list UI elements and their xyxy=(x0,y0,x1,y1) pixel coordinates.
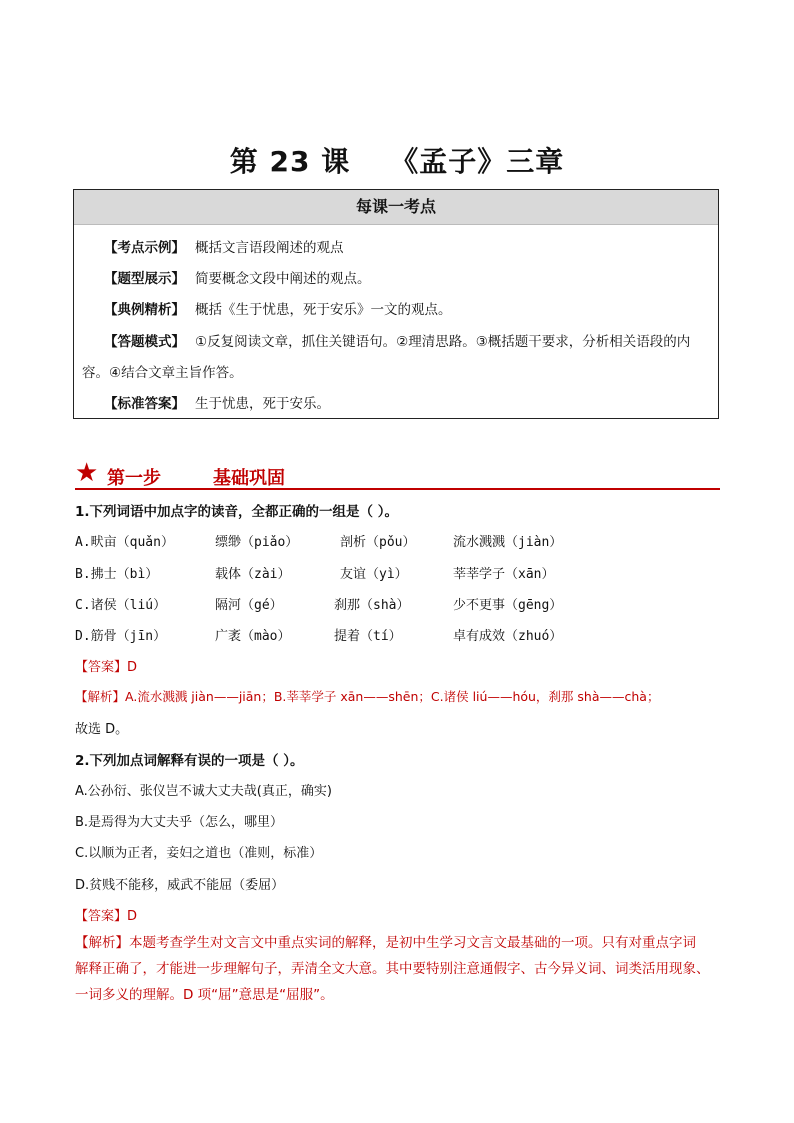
q1-option-a4: 流水溅溅（jiàn） xyxy=(453,535,563,550)
star-icon: ★ xyxy=(75,458,99,488)
q1-stem: 1.下列词语中加点字的读音，全都正确的一组是（ ）。 xyxy=(75,504,398,520)
q1-answer: 【答案】D xyxy=(75,660,138,675)
q1-option-b2: 载体（zài） xyxy=(215,567,291,582)
step-label: 第一步 xyxy=(107,468,161,489)
q1-option-d1: D.筋骨（jīn） xyxy=(75,629,167,644)
q2-stem: 2.下列加点词解释有误的一项是（ ）。 xyxy=(75,753,304,769)
q2-analysis-l2: 解释正确了，才能进一步理解句子，弄清全文大意。其中要特别注意通假字、古今异义词、词类活用现象、 xyxy=(75,961,710,977)
q1-option-c2: 隔河（gé） xyxy=(215,598,283,613)
q1-analysis xyxy=(75,687,659,705)
q1-option-c4: 少不更事（gēng） xyxy=(453,598,563,613)
q1-analysis-text: A.流水溅溅 jiàn——jiān；B.莘莘学子 xān——shēn；C.诸侯 liú——hóu，刹那 shà——chà； xyxy=(125,689,660,704)
key-point-row-answer: 【标准答案】 生于忧患，死于安乐。 xyxy=(104,396,330,412)
step-title: 基础巩固 xyxy=(213,468,285,489)
q1-option-b3: 友谊（yì） xyxy=(340,567,408,582)
lesson-name: 《孟子》三章 xyxy=(390,145,565,178)
q2-analysis xyxy=(75,930,720,1008)
q2-analysis-l3: 一词多义的理解。D 项“屈”意思是“屈服”。 xyxy=(75,987,334,1003)
q1-option-d3: 提着（tí） xyxy=(334,629,402,644)
q1-option-b1: B.拂士（bì） xyxy=(75,567,159,582)
q2-analysis-label: 【解析】 xyxy=(75,935,129,951)
key-point-box xyxy=(73,189,719,419)
lesson-number: 第 23 课 xyxy=(229,145,351,178)
key-point-row-analysis: 【典例精析】 概括《生于忧患，死于安乐》一文的观点。 xyxy=(104,302,452,318)
q2-option-a: A.公孙衍、张仪岂不诚大丈夫哉(真正，确实) xyxy=(75,784,332,799)
q2-option-b: B.是焉得为大丈夫乎（怎么，哪里） xyxy=(75,815,284,830)
q1-analysis-label: 【解析】 xyxy=(75,689,126,704)
key-point-row-type: 【题型展示】 简要概念文段中阐述的观点。 xyxy=(104,271,371,287)
q2-option-c: C.以顺为正者，妾妇之道也（准则，标准） xyxy=(75,846,323,861)
q2-answer: 【答案】D xyxy=(75,909,138,924)
q1-option-b4: 莘莘学子（xān） xyxy=(453,567,555,582)
step-one-header xyxy=(75,460,720,490)
page-title xyxy=(0,140,794,180)
q1-option-a2: 缥缈（piǎo） xyxy=(215,535,299,550)
q1-option-d4: 卓有成效（zhuó） xyxy=(453,629,563,644)
key-point-row-mode: 【答题模式】 ①反复阅读文章，抓住关键语句。②理清思路。③概括题干要求，分析相关语段的内 xyxy=(104,334,691,350)
q1-option-c1: C.诸侯（liú） xyxy=(75,598,167,613)
key-point-heading: 每课一考点 xyxy=(74,190,718,225)
q2-option-d: D.贫贱不能移，威武不能屈（委屈） xyxy=(75,878,285,893)
q1-option-a1: A.畎亩（quǎn） xyxy=(75,535,174,550)
key-point-row-example: 【考点示例】 概括文言语段阐述的观点 xyxy=(104,240,344,256)
key-point-row-mode-cont: 容。④结合文章主旨作答。 xyxy=(82,365,243,381)
q1-option-a3: 剖析（pǒu） xyxy=(340,535,416,550)
q1-analysis-cont: 故选 D。 xyxy=(75,722,129,737)
q1-option-c3: 刹那（shà） xyxy=(334,598,410,613)
q2-analysis-l1: 本题考查学生对文言文中重点实词的解释，是初中生学习文言文最基础的一项。只有对重点字词 xyxy=(129,935,696,951)
q1-option-d2: 广袤（mào） xyxy=(215,629,291,644)
